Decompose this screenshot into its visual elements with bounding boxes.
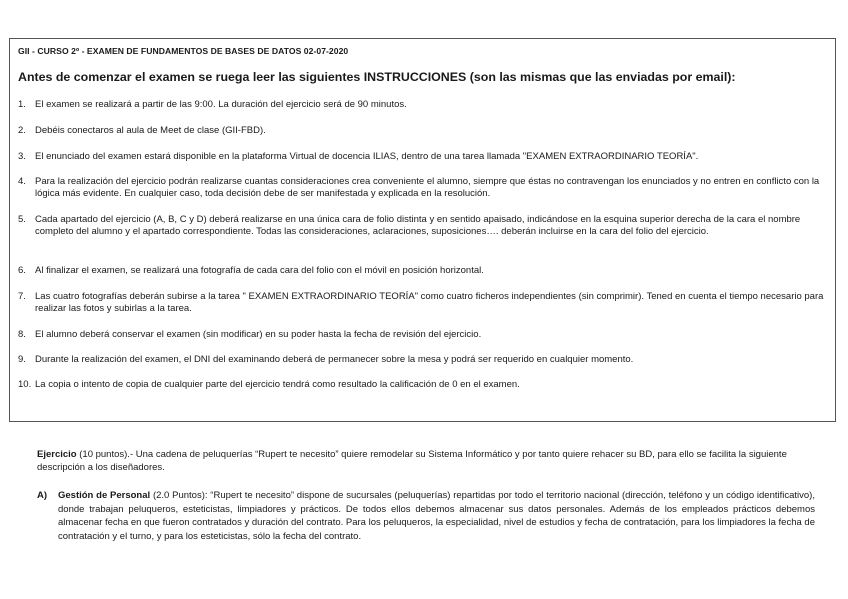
instruction-text: El alumno deberá conservar el examen (sin modificar) en su poder hasta la fecha de revisión del ejercicio. — [35, 329, 482, 340]
instruction-number: 9. — [18, 354, 26, 365]
instruction-number: 7. — [18, 291, 26, 302]
instruction-item — [18, 176, 828, 200]
instruction-text: El enunciado del examen estará disponible en la plataforma Virtual de docencia ILIAS, dentro de una tarea llamada "EXAMEN EXTRAORDINARIO TEORÍA". — [35, 151, 699, 162]
instruction-number: 8. — [18, 329, 26, 340]
instruction-number: 4. — [18, 176, 26, 187]
instructions-intro: Antes de comenzar el examen se ruega leer las siguientes INSTRUCCIONES (son las mismas que las enviadas por email): — [18, 70, 736, 84]
instruction-item — [18, 329, 828, 341]
instruction-item — [18, 151, 828, 163]
section-a-title: Gestión de Personal — [58, 490, 151, 501]
instruction-number: 5. — [18, 214, 26, 225]
instruction-item — [18, 354, 828, 366]
instruction-item — [18, 379, 828, 391]
exercise-statement — [37, 448, 815, 475]
instruction-number: 3. — [18, 151, 26, 162]
instruction-text: Al finalizar el examen, se realizará una fotografía de cada cara del folio con el móvil en posición horizontal. — [35, 265, 484, 276]
instruction-item — [18, 99, 828, 111]
instruction-text: El examen se realizará a partir de las 9:00. La duración del ejercicio será de 90 minutos. — [35, 99, 407, 110]
instruction-item — [18, 265, 828, 277]
instruction-text: Las cuatro fotografías deberán subirse a la tarea " EXAMEN EXTRAORDINARIO TEORÍA" como cuatro ficheros independientes (sin comprimir). Tened en cuenta el tiempo necesario para realizar las fotos y subirlas a la tarea. — [35, 291, 824, 315]
instruction-item — [18, 125, 828, 137]
section-a-letter: A) — [37, 490, 48, 501]
instruction-number: 1. — [18, 99, 26, 110]
section-a-text: (2.0 Puntos): “Rupert te necesito” dispone de sucursales (peluquerías) repartidas por todo el territorio nacional (dirección, teléfono y un código identificativo), donde trabajan peluqueros, esteticistas, limpiadores y prácticos. De todos ellos debemos almacenar sus datos personales. Además de los empleados prácticos debemos almacenar fecha en que fueron contratados y duración del contrato. Para los peluqueros, la especialidad, nivel de estudios y fecha de contratación, para los limpiadores la fecha de contratación y el turno, y para los esteticistas, sólo la fecha del contrato. — [58, 490, 815, 542]
instruction-text: Cada apartado del ejercicio (A, B, C y D) deberá realizarse en una única cara de folio distinta y en sentido apaisado, indicándose en la esquina superior derecha de la cara el nombre completo del alumno y el apartado correspondiente. Todas las consideraciones, aclaraciones, suposiciones…. deberán incluirse en la cara del folio del ejercicio. — [35, 214, 801, 238]
instruction-number: 10. — [18, 379, 32, 390]
instruction-text: Durante la realización del examen, el DNI del examinando deberá de permanecer sobre la mesa y podrá ser requerido en cualquier momento. — [35, 354, 634, 365]
instruction-item — [18, 291, 828, 315]
instruction-number: 6. — [18, 265, 26, 276]
exercise-label: Ejercicio — [37, 449, 77, 460]
instruction-text: La copia o intento de copia de cualquier parte del ejercicio tendrá como resultado la calificación de 0 en el examen. — [35, 379, 520, 390]
instruction-number: 2. — [18, 125, 26, 136]
section-a — [37, 489, 815, 543]
exercise-text: (10 puntos).- Una cadena de peluquerías “Rupert te necesito” quiere remodelar su Sistema Informático y por tanto quiere rehacer su BD, para ello se facilita la siguiente descripción a los diseñadores. — [37, 449, 787, 474]
instruction-text: Debéis conectaros al aula de Meet de clase (GII-FBD). — [35, 125, 266, 136]
exam-header: GII - CURSO 2º - EXAMEN DE FUNDAMENTOS DE BASES DE DATOS 02-07-2020 — [18, 46, 349, 56]
instruction-item — [18, 214, 828, 238]
instruction-text: Para la realización del ejercicio podrán realizarse cuantas consideraciones crea conveniente el alumno, siempre que éstas no contravengan los enunciados y no entren en conflicto con la lógica más evidente. En cualquier caso, toda decisión debe de ser manifestada y explicada en la resolución. — [35, 176, 820, 200]
section-a-body — [58, 489, 815, 543]
